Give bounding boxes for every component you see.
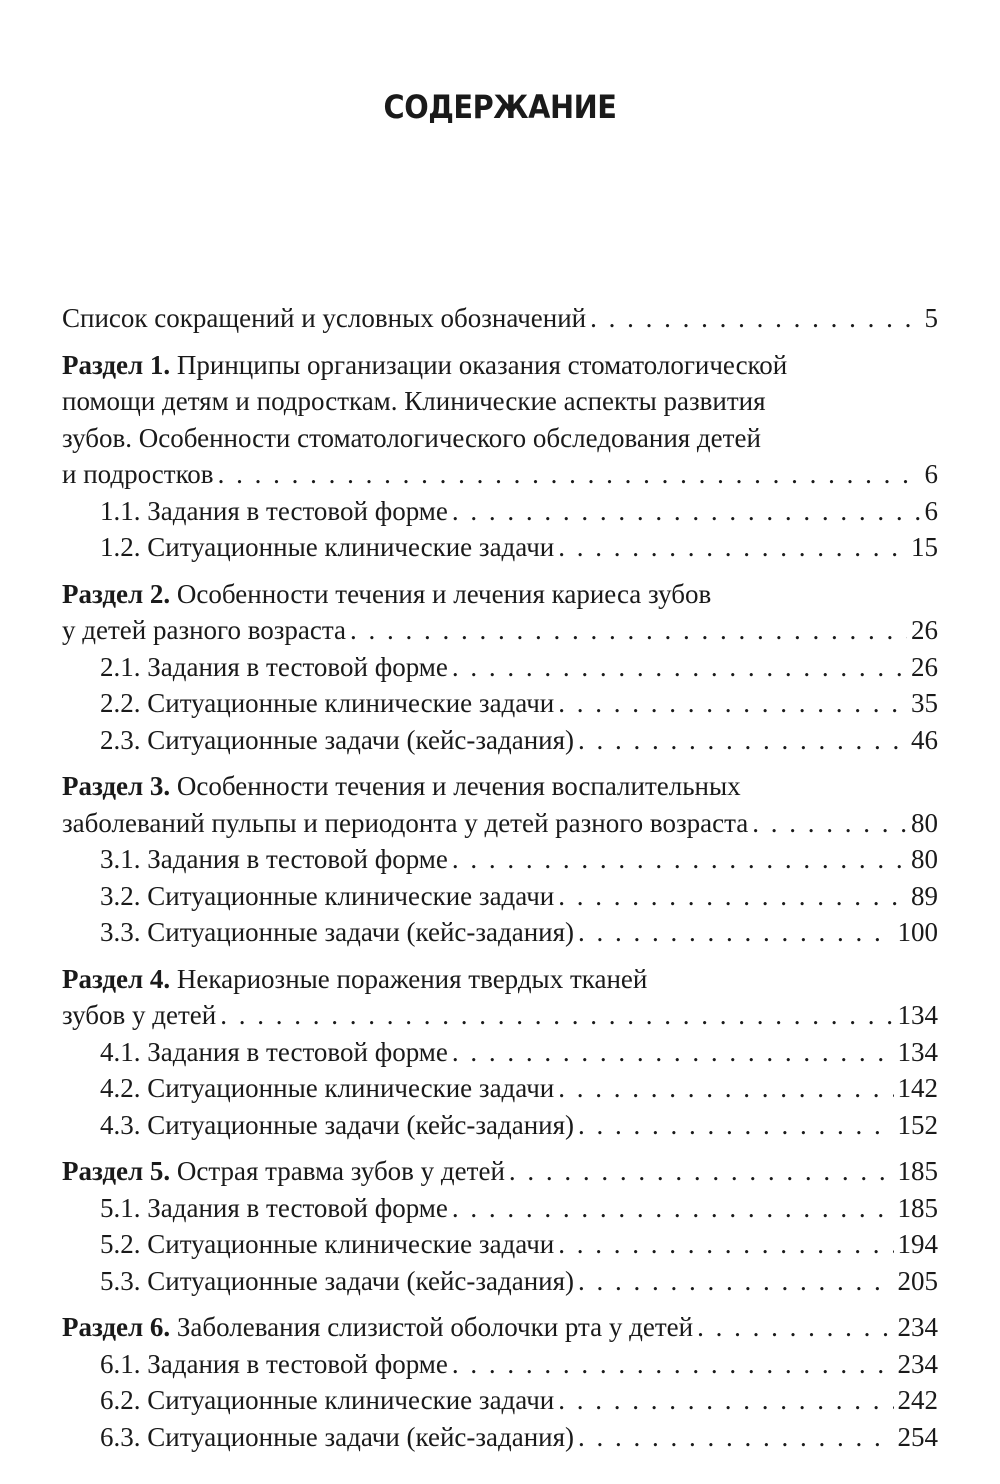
section-prefix: Раздел 6. [62, 1312, 171, 1342]
dot-leader [509, 1153, 894, 1190]
section-title-line: Принципы организации оказания стоматологической [176, 349, 788, 380]
toc-subentry-label: 6.3. Ситуационные задачи (кейс-задания) [100, 1421, 575, 1452]
dot-leader [697, 1309, 893, 1346]
section-title-last-line [62, 1309, 693, 1346]
toc-section-heading-line[interactable] [62, 1309, 938, 1346]
dot-leader [578, 914, 893, 951]
dot-leader [452, 841, 907, 878]
toc-line [62, 997, 938, 1034]
dot-leader [452, 1346, 894, 1383]
dot-leader [558, 685, 907, 722]
dot-leader [578, 1107, 893, 1144]
dot-leader [452, 1034, 894, 1071]
page-number: 26 [911, 651, 938, 682]
page-number: 234 [897, 1348, 938, 1379]
page-number: 35 [911, 688, 938, 718]
dot-leader [558, 1226, 893, 1263]
page-number: 134 [897, 1036, 938, 1067]
section-title-last-line: зубов у детей [62, 1000, 217, 1030]
toc-subentry-label: 1.1. Задания в тестовой форме [100, 495, 448, 526]
dot-leader [558, 1070, 893, 1107]
page-number: 15 [911, 532, 938, 562]
section-title-last-line: у детей разного возраста [62, 615, 347, 645]
dot-leader [218, 456, 921, 493]
section-title-line: Особенности течения и лечения кариеса зубов [176, 578, 712, 609]
toc-section-heading-line[interactable] [62, 961, 938, 998]
section-title-line: Острая травма зубов у детей [176, 1156, 505, 1186]
dot-leader [558, 529, 907, 566]
dot-leader [452, 649, 907, 686]
toc-subentry[interactable] [62, 1382, 938, 1419]
toc-subentry-label: 5.3. Ситуационные задачи (кейс-задания) [100, 1265, 575, 1296]
page-number: 185 [897, 1156, 938, 1186]
page-number: 142 [897, 1073, 938, 1103]
section-title-line: Особенности течения и лечения воспалительных [176, 771, 741, 801]
toc-subentry[interactable] [62, 529, 938, 566]
section-title-line: Некариозные поражения твердых тканей [176, 963, 648, 994]
toc-subentry[interactable] [62, 1034, 938, 1071]
dot-leader [452, 493, 921, 530]
section-prefix: Раздел 4. [62, 963, 171, 994]
dot-leader [752, 805, 907, 842]
page-number: 205 [897, 1265, 938, 1296]
page-number: 26 [911, 615, 938, 645]
section-title-last-line [62, 1153, 505, 1190]
toc-subentry-label: 3.1. Задания в тестовой форме [100, 844, 448, 874]
toc-subentry-label: 5.2. Ситуационные клинические задачи [100, 1229, 555, 1259]
toc-subentry-label: 4.1. Задания в тестовой форме [100, 1036, 448, 1067]
page-number: 134 [897, 1000, 938, 1030]
section-prefix: Раздел 2. [62, 578, 171, 609]
toc-subentry[interactable] [62, 1107, 938, 1144]
toc-subentry-label: 6.1. Задания в тестовой форме [100, 1348, 448, 1379]
page-number: 194 [897, 1229, 938, 1259]
section-title-line: Заболевания слизистой оболочки рта у детей [176, 1312, 694, 1342]
toc-line [62, 456, 938, 493]
page-number: 100 [897, 917, 938, 947]
section-prefix: Раздел 1. [62, 349, 171, 380]
section-title-line: помощи детям и подросткам. Клинические аспекты развития [62, 386, 766, 416]
toc-section-6 [62, 1309, 938, 1455]
page-number: 242 [897, 1385, 938, 1415]
dot-leader [350, 612, 907, 649]
section-title-last-line: заболеваний пульпы и периодонта у детей разного возраста [62, 807, 749, 838]
dot-leader [578, 722, 907, 759]
toc-subentry[interactable] [62, 493, 938, 530]
toc-subentry-label: 3.2. Ситуационные клинические задачи [100, 880, 555, 911]
toc-subentry[interactable] [62, 914, 938, 951]
dot-leader [452, 1190, 894, 1227]
table-of-contents [62, 300, 938, 1465]
page-number: 6 [924, 459, 938, 489]
section-prefix: Раздел 3. [62, 771, 171, 801]
toc-section-heading-line[interactable] [62, 347, 938, 384]
page-number: 89 [911, 880, 938, 911]
toc-subentry[interactable] [62, 1190, 938, 1227]
page-number: 80 [911, 844, 938, 874]
section-title-line: зубов. Особенности стоматологического обследования детей [62, 422, 761, 453]
dot-leader [220, 997, 893, 1034]
toc-section-3 [62, 768, 938, 951]
page-number: 46 [911, 724, 938, 755]
page-number: 80 [911, 807, 938, 838]
toc-subentry[interactable] [62, 878, 938, 915]
toc-line [62, 805, 938, 842]
page-number: 5 [924, 303, 938, 333]
toc-entry-abbreviations[interactable] [62, 300, 938, 337]
dot-leader [578, 1263, 893, 1300]
dot-leader [558, 1382, 893, 1419]
section-prefix: Раздел 5. [62, 1156, 171, 1186]
toc-subentry-label: 4.2. Ситуационные клинические задачи [100, 1073, 555, 1103]
toc-subentry-label: 3.3. Ситуационные задачи (кейс-задания) [100, 917, 575, 947]
toc-section-5 [62, 1153, 938, 1299]
page-number: 152 [897, 1109, 938, 1140]
toc-section-heading-line[interactable] [62, 768, 938, 805]
toc-subentry[interactable] [62, 1070, 938, 1107]
page-number: 254 [897, 1421, 938, 1452]
toc-subentry[interactable] [62, 1346, 938, 1383]
toc-section-heading-line[interactable] [62, 576, 938, 613]
toc-subentry-label: 6.2. Ситуационные клинические задачи [100, 1385, 555, 1415]
toc-subentry-label: 2.3. Ситуационные задачи (кейс-задания) [100, 724, 575, 755]
page-title: СОДЕРЖАНИЕ [383, 88, 617, 126]
toc-subentry[interactable] [62, 841, 938, 878]
page-number: 6 [924, 495, 938, 526]
toc-subentry-label: 5.1. Задания в тестовой форме [100, 1192, 448, 1223]
toc-subentry-label: 1.2. Ситуационные клинические задачи [100, 532, 555, 562]
toc-section-2 [62, 576, 938, 759]
toc-subentry[interactable] [62, 722, 938, 759]
dot-leader [590, 300, 920, 337]
toc-line [62, 612, 938, 649]
section-title-last-line: и подростков [62, 459, 214, 489]
page-number: 234 [897, 1312, 938, 1342]
toc-subentry[interactable] [62, 1419, 938, 1456]
toc-section-4 [62, 961, 938, 1144]
toc-section-1 [62, 347, 938, 566]
toc-subentry[interactable] [62, 685, 938, 722]
toc-subentry-label: 2.2. Ситуационные клинические задачи [100, 688, 555, 718]
toc-entry-label: Список сокращений и условных обозначений [62, 303, 587, 333]
toc-section-heading-line[interactable] [62, 1153, 938, 1190]
toc-subentry-label: 4.3. Ситуационные задачи (кейс-задания) [100, 1109, 575, 1140]
toc-subentry[interactable] [62, 1263, 938, 1300]
toc-subentry[interactable] [62, 649, 938, 686]
dot-leader [578, 1419, 893, 1456]
dot-leader [558, 878, 907, 915]
toc-line [62, 300, 938, 337]
toc-subentry-label: 2.1. Задания в тестовой форме [100, 651, 448, 682]
toc-subentry[interactable] [62, 1226, 938, 1263]
page-number: 185 [897, 1192, 938, 1223]
